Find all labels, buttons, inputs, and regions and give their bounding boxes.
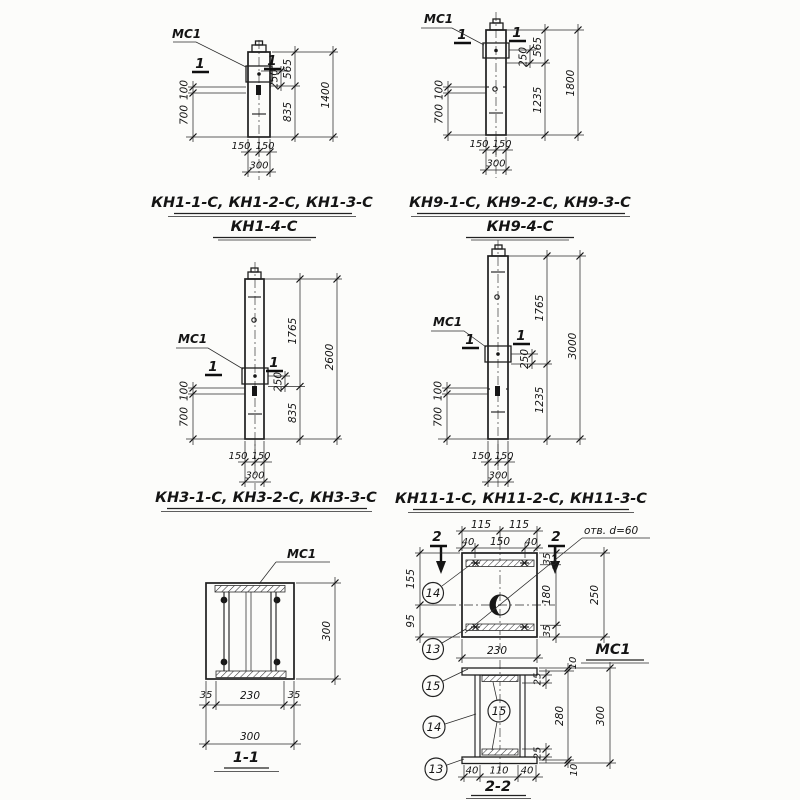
title-kn11 <box>395 491 647 513</box>
svg-text:15: 15 <box>491 704 507 718</box>
section-mark-1-right <box>266 355 283 371</box>
dim-300: 300 <box>245 470 265 482</box>
view-kn1 <box>151 27 373 240</box>
svg-text:14: 14 <box>425 586 441 600</box>
section-mark-1-left <box>192 56 209 72</box>
dim-40-right: 40 <box>520 765 534 777</box>
dim-250: 250 <box>272 371 285 393</box>
title-section-1-1 <box>214 750 279 772</box>
dims-bottom <box>228 441 272 487</box>
dim-1235: 1235 <box>534 386 546 414</box>
dims-bottom <box>231 139 277 177</box>
dim-2600: 2600 <box>324 343 336 371</box>
dim-25-bottom: 25 <box>532 746 544 760</box>
dim-100: 100 <box>178 79 191 101</box>
dim-700: 700 <box>433 103 446 125</box>
svg-text:14: 14 <box>426 720 442 734</box>
dim-250: 250 <box>268 68 281 90</box>
mc1-callout <box>172 27 246 67</box>
dim-300: 300 <box>488 470 508 482</box>
dims-bottom <box>199 681 301 750</box>
dim-1235: 1235 <box>532 86 544 114</box>
dim-155: 155 <box>405 568 417 590</box>
dim-150-left: 150 <box>231 141 251 152</box>
dim-250: 250 <box>519 348 531 370</box>
dim-150-right: 150 <box>494 451 514 462</box>
svg-text:1: 1 <box>208 359 218 375</box>
item-balloon-14-plan <box>423 565 471 604</box>
column-body <box>245 279 264 439</box>
view-mc1-detail <box>405 519 650 799</box>
dims-right <box>296 577 341 685</box>
dim-10-top: 10 <box>568 656 579 670</box>
dim-1765: 1765 <box>287 317 299 345</box>
svg-text:1: 1 <box>457 27 467 43</box>
dim-300-width: 300 <box>239 731 261 743</box>
item-balloon-14-section <box>423 714 476 738</box>
anchor-bar-top <box>482 676 518 682</box>
embedded-plate-box <box>483 43 509 58</box>
mc1-label: МС1 <box>178 332 208 346</box>
item-balloon-13-plan <box>423 629 467 660</box>
fixture-notch <box>256 85 261 95</box>
section-mark-2-left <box>430 529 447 574</box>
title-kn1 <box>151 195 373 240</box>
dims-plan-right <box>539 547 610 643</box>
dims-right <box>438 250 586 445</box>
fixture-notch <box>252 386 257 396</box>
section-mark-1-right <box>509 25 526 41</box>
title-kn9 <box>409 195 631 240</box>
dim-150-left: 150 <box>471 451 491 462</box>
mc1-label: МС1 <box>433 315 463 329</box>
dim-150-left: 150 <box>469 139 489 150</box>
dim-230: 230 <box>486 645 508 657</box>
svg-text:1: 1 <box>195 56 205 72</box>
dims-plan-bottom <box>456 639 543 663</box>
view-kn11 <box>395 240 647 513</box>
mc1-label: МС1 <box>287 547 317 561</box>
svg-text:13: 13 <box>425 642 441 656</box>
section-mark-1-right <box>264 53 281 69</box>
column-cap-nub <box>495 245 502 249</box>
dim-700: 700 <box>178 406 191 428</box>
mc1-detail-title <box>581 642 649 663</box>
dims-bottom <box>471 441 515 487</box>
dim-300: 300 <box>249 160 269 172</box>
dim-100: 100 <box>433 79 446 101</box>
dim-115-left: 115 <box>470 519 492 531</box>
column-cap <box>492 249 505 256</box>
column-cap-nub <box>251 268 258 272</box>
dim-700: 700 <box>178 104 191 126</box>
dim-300: 300 <box>486 158 506 170</box>
title-kn3 <box>155 490 377 512</box>
dim-150-right: 150 <box>251 451 271 462</box>
svg-text:1: 1 <box>269 355 279 371</box>
dim-565: 565 <box>282 58 294 80</box>
svg-text:1: 1 <box>516 328 526 344</box>
item-balloon-15-plan <box>423 669 469 697</box>
dim-35-right: 35 <box>287 690 301 701</box>
svg-text:1: 1 <box>512 25 522 41</box>
section-mark-1-left <box>205 359 222 375</box>
svg-text:2: 2 <box>551 529 561 545</box>
detail-title: МС1 <box>595 642 631 658</box>
view-kn3 <box>155 262 377 512</box>
dim-110: 110 <box>489 765 509 777</box>
rebar-verticals <box>224 592 276 671</box>
dim-115-right: 115 <box>508 519 530 531</box>
dim-40-right: 40 <box>524 537 538 548</box>
svg-text:13: 13 <box>428 762 444 776</box>
column-cap-nub <box>493 19 500 23</box>
dims-left <box>179 381 246 445</box>
column-cap <box>490 23 503 30</box>
view-title: 2-2 <box>484 779 512 795</box>
section-2-2 <box>423 657 616 799</box>
mc1-callout <box>421 12 484 45</box>
dim-280: 280 <box>554 705 566 727</box>
dim-10-bottom: 10 <box>569 763 580 777</box>
dim-300: 300 <box>595 705 607 727</box>
dim-100: 100 <box>432 380 445 402</box>
dims-left <box>434 80 487 141</box>
dim-40-left: 40 <box>461 537 475 548</box>
dim-150-left: 150 <box>228 451 248 462</box>
dim-250: 250 <box>517 46 530 68</box>
dim-100: 100 <box>178 380 191 402</box>
svg-text:1: 1 <box>465 332 475 348</box>
dim-300-height: 300 <box>321 620 333 642</box>
mc1-callout <box>259 547 330 584</box>
view-section-1-1 <box>199 547 341 772</box>
dim-150-right: 150 <box>255 141 275 152</box>
fixture-hole <box>495 295 499 299</box>
view-title: КН3-1-С, КН3-2-С, КН3-3-С <box>155 490 377 506</box>
hole-note: отв. d=60 <box>584 525 639 537</box>
plate-edge-top <box>215 586 285 593</box>
flange-top <box>462 668 537 675</box>
column-cap <box>248 272 261 279</box>
dim-35-top: 35 <box>542 552 553 566</box>
dim-835: 835 <box>287 402 299 424</box>
dim-40-left: 40 <box>465 765 479 777</box>
flange-bottom <box>462 757 537 764</box>
plate-edge-bottom <box>216 671 286 678</box>
dim-180: 180 <box>541 584 553 606</box>
dim-1765: 1765 <box>534 294 546 322</box>
dim-835: 835 <box>282 101 294 123</box>
dim-35-left: 35 <box>199 690 213 701</box>
dim-3000: 3000 <box>567 332 579 360</box>
anchor-bar-bottom <box>482 749 518 755</box>
dims-section-right <box>522 657 616 777</box>
title-section-2-2 <box>466 779 531 799</box>
svg-text:2: 2 <box>432 529 442 545</box>
view-subtitle: КН1-4-С <box>230 219 298 235</box>
mc1-label: МС1 <box>172 27 202 41</box>
dims-bottom <box>469 137 513 175</box>
dim-250: 250 <box>589 584 601 606</box>
svg-text:15: 15 <box>425 679 441 693</box>
section-mark-1-left <box>454 27 471 43</box>
view-kn9 <box>409 12 631 240</box>
item-balloon-15-section <box>488 682 510 750</box>
dims-left <box>433 381 489 445</box>
dim-25-top: 25 <box>532 672 544 686</box>
view-title: 1-1 <box>232 750 260 766</box>
dim-1800: 1800 <box>565 69 577 97</box>
view-subtitle: КН9-4-С <box>486 219 554 235</box>
fixture-hole <box>493 87 497 91</box>
dim-700: 700 <box>432 406 445 428</box>
dims-left <box>179 80 247 142</box>
section-mark-2-right <box>548 529 565 574</box>
dims-right <box>186 46 338 142</box>
svg-text:1: 1 <box>267 53 277 69</box>
dim-565: 565 <box>532 36 544 58</box>
view-title: КН11-1-С, КН11-2-С, КН11-3-С <box>395 491 647 507</box>
view-title: КН9-1-С, КН9-2-С, КН9-3-С <box>409 195 631 211</box>
mc1-callout <box>431 315 486 347</box>
view-title: КН1-1-С, КН1-2-С, КН1-3-С <box>151 195 373 211</box>
column-cross-section <box>206 583 294 679</box>
dim-150: 150 <box>489 536 511 548</box>
dim-95: 95 <box>405 614 417 628</box>
section-mark-1-right <box>513 328 530 344</box>
fixture-notch <box>495 386 500 396</box>
dim-230: 230 <box>239 690 261 702</box>
dim-1400: 1400 <box>320 81 332 109</box>
dim-35-bottom: 35 <box>542 624 553 638</box>
dim-150-right: 150 <box>492 139 512 150</box>
mc1-label: МС1 <box>424 12 454 26</box>
fixture-hole <box>252 318 256 322</box>
